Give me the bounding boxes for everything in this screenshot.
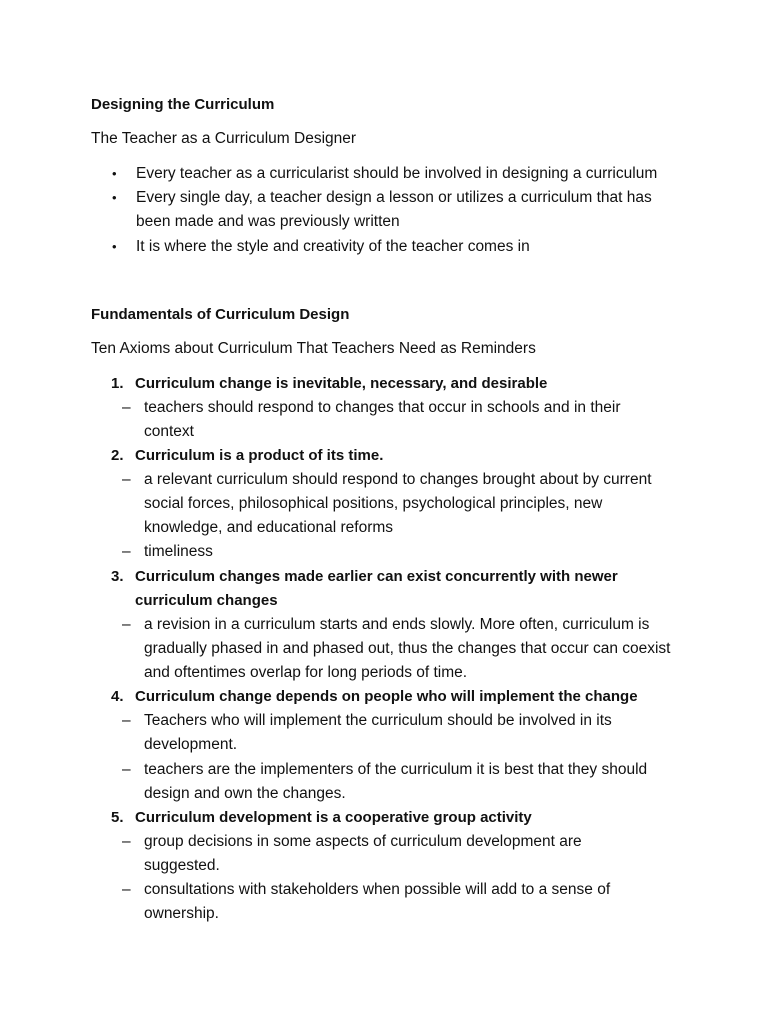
bullet-icon: • <box>112 239 117 254</box>
axiom-number: 5. <box>111 809 124 826</box>
bullet-text: It is where the style and creativity of the teacher comes in <box>136 238 530 255</box>
axiom-point-text: timeliness <box>144 543 213 560</box>
axiom-point-text: a revision in a curriculum starts and ends slowly. More often, curriculum is gradually phased in and phased out, thus the changes that occur can coexist and oftentimes overlap for long periods of time. <box>144 616 671 681</box>
axiom-point-text: teachers are the implementers of the curriculum it is best that they should design and own the changes. <box>144 761 648 802</box>
axiom-point-text: consultations with stakeholders when possible will add to a sense of ownership. <box>144 881 611 922</box>
dash-icon: – <box>122 471 131 488</box>
axiom-point-text: Teachers who will implement the curriculum should be involved in its development. <box>144 712 612 753</box>
axiom-title: Curriculum development is a cooperative group activity <box>135 809 532 826</box>
dash-icon: – <box>122 833 131 850</box>
dash-icon: – <box>122 616 131 633</box>
dash-icon: – <box>122 543 131 560</box>
section-subtitle-axioms: Ten Axioms about Curriculum That Teachers Need as Reminders <box>91 340 536 357</box>
axiom-point-text: group decisions in some aspects of curriculum development are suggested. <box>144 833 582 874</box>
dash-icon: – <box>122 881 131 898</box>
dash-icon: – <box>122 761 131 778</box>
section-subtitle-teacher-designer: The Teacher as a Curriculum Designer <box>91 130 357 147</box>
axiom-point-text: teachers should respond to changes that occur in schools and in their context <box>144 399 621 440</box>
section-title-designing: Designing the Curriculum <box>91 96 275 113</box>
axiom-title: Curriculum is a product of its time. <box>135 447 384 464</box>
axiom-point-text: a relevant curriculum should respond to changes brought about by current social forces, philosophical positions, psychological principles, new knowledge, and educational reforms <box>144 471 652 536</box>
axiom-number: 3. <box>111 568 124 585</box>
axiom-number: 2. <box>111 447 124 464</box>
axiom-number: 4. <box>111 688 124 705</box>
dash-icon: – <box>122 399 131 416</box>
dash-icon: – <box>122 712 131 729</box>
bullet-text: Every single day, a teacher design a lesson or utilizes a curriculum that has been made and was previously written <box>136 189 652 230</box>
bullet-text: Every teacher as a curricularist should be involved in designing a curriculum <box>136 165 658 182</box>
axiom-number: 1. <box>111 375 124 392</box>
section-title-fundamentals: Fundamentals of Curriculum Design <box>91 306 350 323</box>
axiom-title: Curriculum change depends on people who will implement the change <box>135 688 638 705</box>
axiom-title: Curriculum change is inevitable, necessary, and desirable <box>135 375 548 392</box>
axiom-title: Curriculum changes made earlier can exist concurrently with newer curriculum changes <box>135 568 618 609</box>
bullet-icon: • <box>112 190 117 205</box>
bullet-icon: • <box>112 166 117 181</box>
